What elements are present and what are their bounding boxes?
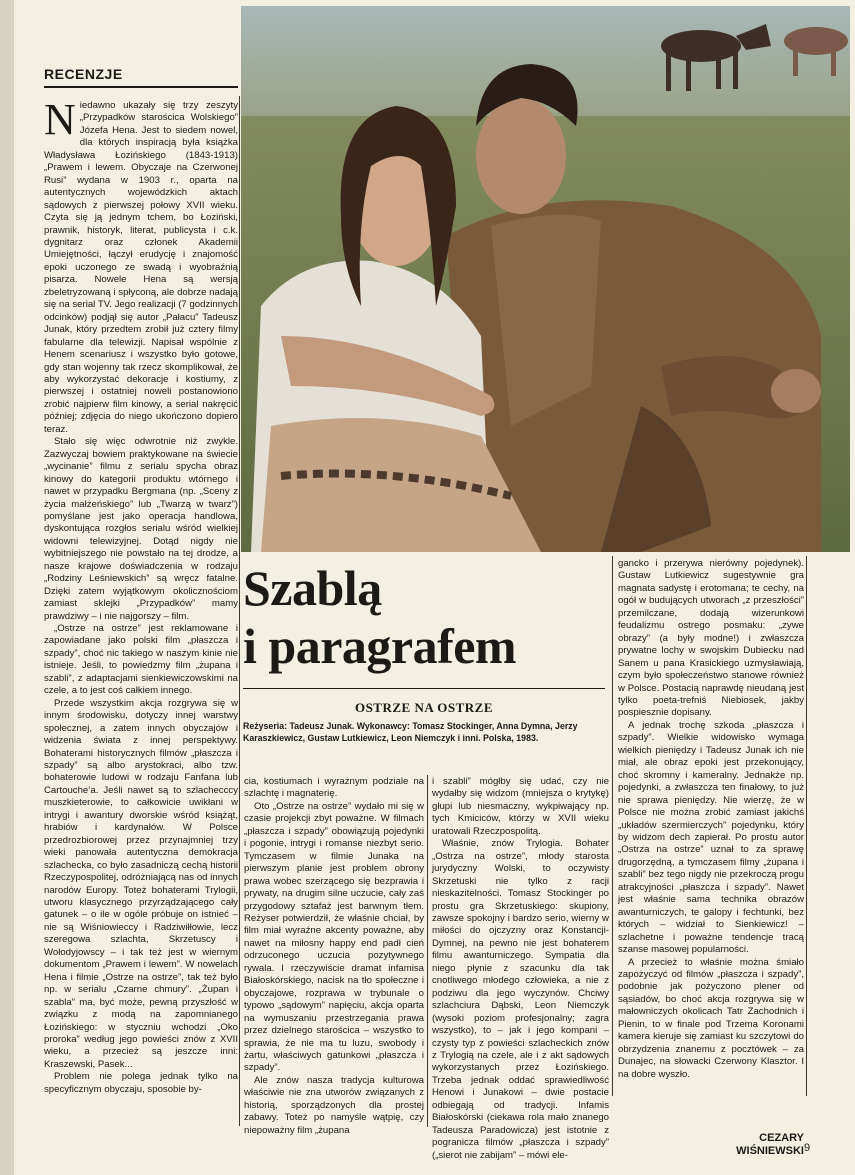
photo-illustration [241, 6, 850, 552]
paragraph: Niedawno ukazały się trzy zeszyty „Przypadków starościca Wolskiego” Józefa Hena. Jest to siedem nowel, dla których inspiracją była książka Władysława Łozińskiego (1843-1913) „Prawem i lewem. Obyczaje na Czerwonej Rusi” wydana w 1903 r., oparta na autentycznych wojewódzkich aktach sądowych z pierwszej połowy XVII wieku. Czyta się ją jednym tchem, bo Łoziński, prawnik, historyk, literat, publicysta i c.k. dygnitarz oraz członek Akademii Umiejętności, łączył erudycję i znajomość epoki uczonego ze swadą i wyobraźnią pisarza. Nowele Hena są wersją zbeletryzowaną i spłyconą, ale dobrze nadają się na serial TV. Jego realizacji (7 godzinnych odcinków) podjął się autor „Pałacu” Tadeusz Junak, który przedtem zrobił już cztery filmy fabularne dla telewizji. Napisał wspólnie z Henem scenariusz i wszystko było gotowe, gdy stan wojenny tak rzecz skomplikował, że aby wykorzystać dekoracje i kostiumy, z pierwszej i ostatniej noweli postanowiono zrobić najpierw film kinowy, a serial nakręcić później; zdjęcia do niego ukończono dopiero teraz. [44, 95, 238, 435]
paragraph: Stało się więc odwrotnie niż zwykle. Zazwyczaj bowiem praktykowane na świecie „wycinanie” filmu z serialu spycha obraz kinowy do kategorii produktu wtórnego i nawet w przypadku Bergmana (np. „Sceny z życia małżeńskiego” lub „Twarzą w twarz”) pomyślane jest jako operacja handlowa, dyskontująca rozgłos serialu wśród wielkiej widowni telewizyjnej. Dotąd nigdy nie wybitniejszego nie powstało na tej drodze, a nasze krajowe doświadczenia w rodzaju „Rodziny Leśniewskich” są wręcz fatalne. Dzięki zatem wyjątkowym okolicznościom zamiast sklejki „Przypadków” mamy prawdziwy – i nie najgorszy – film. [44, 436, 238, 622]
author-last-name: WIŚNIEWSKI [736, 1145, 804, 1157]
film-title: OSTRZE NA OSTRZE [354, 700, 494, 715]
section-label: RECENZJE [44, 66, 123, 82]
page-edge [0, 0, 14, 1175]
paragraph: A przecież to właśnie można śmiało zapożyczyć od filmów „płaszcza i szpady”, podobnie jak pożyczono plener od sąsiadów, bo choć akcja rozgrywa się w małowniczych okolicach Tatr Zachodnich i Pienin, to w finale pod Trzema Koronami kamera kieruje się zamiast ku szczytowi do obrzydzenia znanemu z pocztówek – za Dunajec, na słowacki Czerwony Klasztor. I na dobre wyszło. [618, 956, 804, 1080]
article-column-3 [432, 776, 609, 1161]
title-rule [243, 688, 605, 689]
paragraph: i szabli” mógłby się udać, czy nie wydałby się widzom (mniejsza o krytykę) głupi lub niesmaczny, wykpiwający np. tych Kmiciców, którzy w XVII wieku uratowali Rzeczpospolitą. [432, 776, 609, 837]
author-first-name: CEZARY [759, 1132, 804, 1144]
article-column-4 [618, 558, 804, 1110]
paragraph: Przede wszystkim akcja rozgrywa się w innym środowisku, dotyczy innej warstwy społecznej, a zatem innych obyczajów i widzenia świata z innej perspektywy. Bohaterami historycznych filmów „płaszcza i szpady” są albo arystokraci, albo tzw. bohaterowie ludowi w rodzaju Fanfana lub Cartouche’a. Jeśli nawet są to szlachecccy muszkieterowie, to całkowicie uwikłani w intrygi i awantury dworskie wśród książąt, hrabiów i kardynałów. W Polsce przedrozbiorowej przez przynajmniej trzy wieki panowała autentyczna demokracja szlachecka, co było zasadniczą cechą historii Rzeczypospolitej, odróżniającą nas od innych narodów Europy. Toteż bohaterami Trylogii, utworu klasycznego przyrządzającego cały gatunek – o ile w ogóle próbuje on istnieć – nie są Wiśniowieccy i Radziwiłłowie, lecz szeregowa szlachta, Skrzetuscy i Wołodyjowscy – i tak też jest w wiernym dokumentom „Prawem i lewem”. W nowelach Hena i filmie „Ostrze na ostrze”, tak też było np. w serialu „Czarne chmury”. „Żupan i szabla” ma, być może, pewną przyszłość w związku z modą na zapomnianego Łozińskiego: w styczniu wchodzi „Oko proroka” według jego powieści znów z XVII wieku, a przecież są jeszcze inni: Kraszewski, Pasek... [44, 697, 238, 1070]
paragraph: gancko i przerywa nierówny pojedynek). Gustaw Lutkiewicz sugestywnie gra magnata sadystę i erotomana; te cechy, na ogół w budujących utworach „z przeszłości” przemilczane, dodają wizerunkowi feudalizmu ostrego posmaku: „zywe obrazy” (a były modne!) i zwłaszcza prywatne lochy w swojskim Dubiecku nad Sanem u pana Krasickiego uzmysławiają, czym było społeczeństwo stanowe również w Polsce. Postacią naprawdę nieudaną jest tylko poeta-trefniś Niebiosek, jakby pospiesznie dopisany. [618, 558, 804, 719]
article-title-line-1: Szablą [243, 560, 382, 616]
column-rule [239, 96, 240, 1126]
author-signature [680, 1132, 804, 1158]
paragraph: Właśnie, znów Trylogia. Bohater „Ostrza na ostrze”, młody starosta jurydyczny Wolski, to oczywisty Skrzetuski nie tylko z racji nieskazitelności. Tomasz Stockinger po prostu gra Skrzetuskiego: skupiony, zawsze spokojny i bardzo serio, wierny w miłości do ojczyzny oraz Konstancji-Dymnej, na pewno nie jest bohaterem filmu awanturniczego. Sympatia dla niego płynie z szacunku dla tak cnotliwego młodego człowieka, a nie z podziwu dla jego wyczynów. Chciwy szlachciura Dąbski, Leon Niemczyk (wysoki poziom profesjonalny; zagra wszystko), to – jak i jego kompani – czysty typ z powieści szlacheckich znów z Trylogią na czele, ale i z akt sądowych wykorzystanych przez Łozińskiego. Trzeba jednak oddać sprawiedliwość Henowi i Junakowi – dwie postacie odbiegają od tradycji. Infamis Białoskórski (ciekawa rola mało znanego Tadeusza Paradowicza) jest istotnie z pogranicza filmów „płaszcza i szpady” („sierot nie zabijam” – mówi ele- [432, 838, 609, 1161]
paragraph: Problem nie polega jednak tylko na specyficznym obyczaju, sposobie by- [44, 1071, 238, 1095]
drop-cap: N [44, 95, 76, 144]
article-column-2 [244, 776, 424, 1136]
section-rule [44, 86, 238, 88]
film-credits: Reżyseria: Tadeusz Junak. Wykonawcy: Tomasz Stockinger, Anna Dymna, Jerzy Karaszkiewicz, Gustaw Lutkiewicz, Leon Niemczyk i inni. Polska, 1983. [243, 721, 578, 743]
film-still-photo [241, 6, 850, 552]
paragraph: A jednak trochę szkoda „płaszcza i szpady”. Wielkie widowisko wymaga wielkich pieniędzy i Tadeusz Junak ich nie miał, ale obraz epoki jest przekonujący, choć skromny i kameralny. Jednakże np. pojedynki, a zwłaszcza ten finałowy, to już nie sprawa pieniędzy. Nie wierzę, że w Polsce nie można zrobić zamiast jakichś „układów szermierczych” pojedynku, który by widzom dech zapierał. Po prostu autor „Ostrza na ostrze” uznał to za sprawę drugorzędną, a tymczasem filmy „żupana i szabli” bez tego nigdy nie przekroczą progu atrakcyjności „płaszcza i szpady”. Nawet jest właśnie sama technika obrazów awanturniczych, te galopy i fechtunki, bez których – widział to Sienkiewicz! – szlachetne i poważne tendencje tracą szanse masowej popularności. [618, 719, 804, 956]
page-number: 9 [804, 1142, 811, 1154]
column-rule [612, 556, 613, 1096]
paragraph: cia, kostiumach i wyrażnym podziale na szlachtę i magnaterię. [244, 776, 424, 800]
article-column-1 [44, 95, 238, 1130]
paragraph: Oto „Ostrze na ostrze” wydało mi się w czasie projekcji zbyt poważne. W filmach „płaszcza i szpady” obowiązują pojedynki i pogonie, intrygi i romanse niezbyt serio. Tymczasem w filmie Junaka na pierwszym planie jest problem obrony prawa wobec szerzącego się bezprawia i prywaty, na drugim silne uczucie, cały zaś przygodowy sztafaż jest barwnym tłem. Reżyser potwierdził, że właśnie chciał, by film miał wyraźne akcenty poważne, aby nawet na miłosny happy end padł cień odrzuconego uczucia pozytywnego rywala. I rzeczywiście dramat infamisa Białoskórskiego, nacisk na tło społeczne i obyczajowe, rozprawa w trybunale o typowo „sądowym” napięciu, akcja oparta na wymuszaniu przestrzegania prawa przez dzielnego starościca – wszystko to sprawia, że nie ma tu luzu, swobody i żartu, właściwych gatunkowi „płaszcza i szpady”. [244, 800, 424, 1074]
paragraph: „Ostrze na ostrze” jest reklamowane i zapowiadane jako polski film „płaszcza i szpady”, choć nic takiego w naszym kinie nie istnieje. Jeśli, to powiedzmy film „żupana i szabli”, z adaptacjami sienkiewiczowskimi na czele, a to jest coś całkiem innego. [44, 623, 238, 697]
article-title-line-2: i paragrafem [243, 618, 517, 674]
paragraph: Ale znów nasza tradycja kulturowa właściwie nie zna utworów związanych z historią, sporządzonych dla prostej zabawy. Toteż po namyśle wątpię, czy niepoważny film „żupana [244, 1074, 424, 1136]
column-rule [806, 556, 807, 1096]
column-rule [427, 775, 428, 1127]
